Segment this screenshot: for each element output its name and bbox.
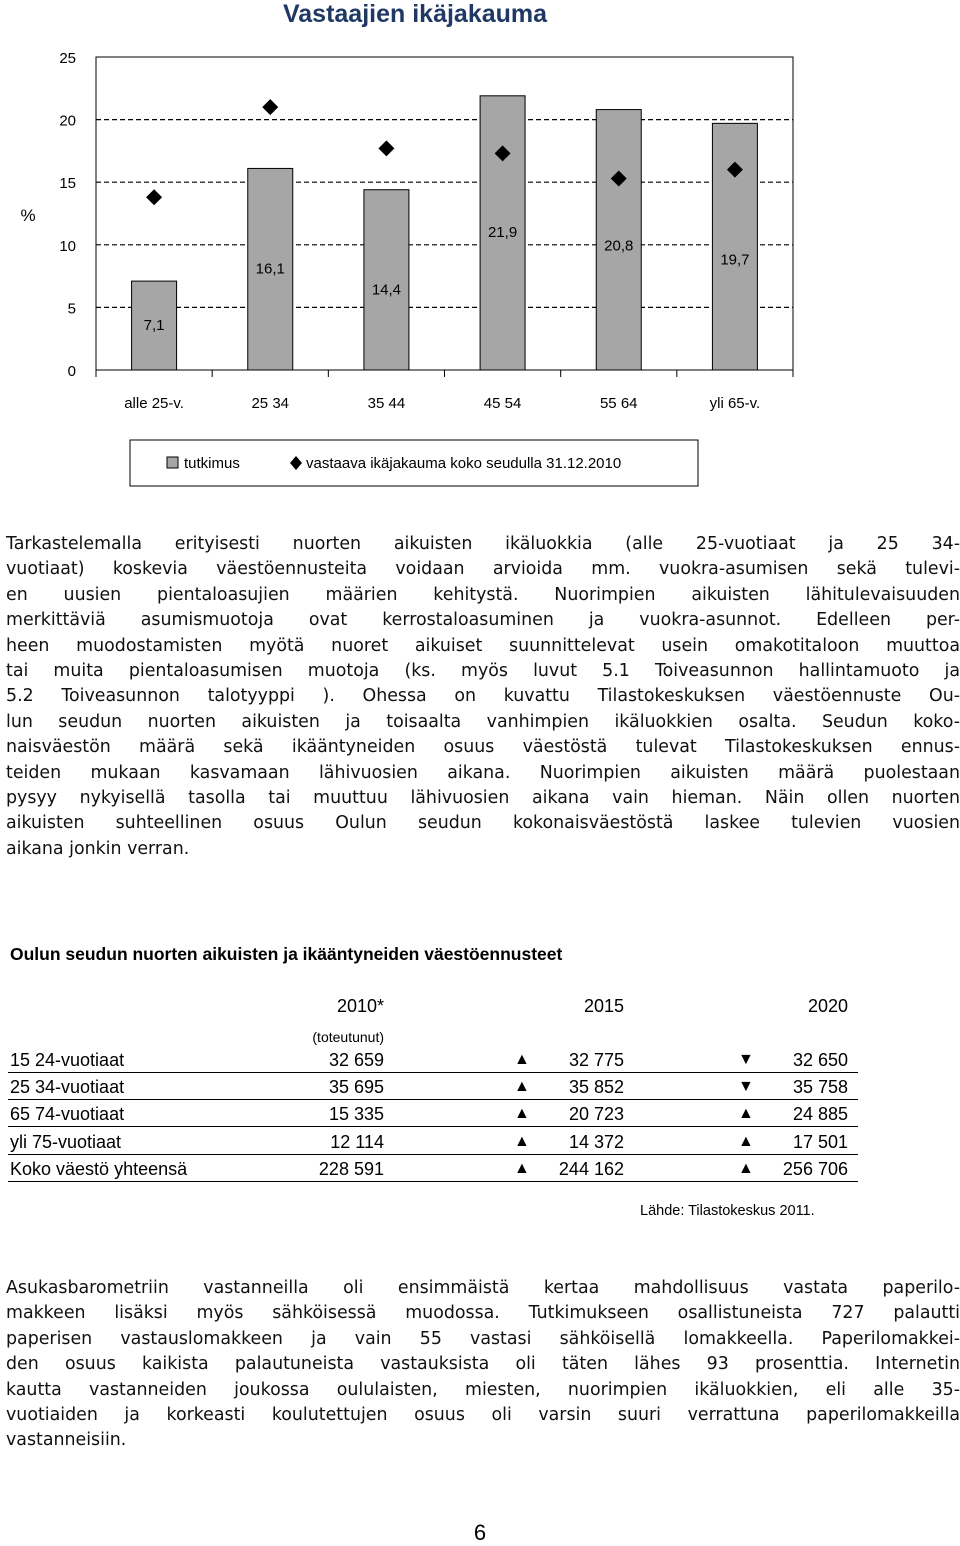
trend-2020-icon: ▲ xyxy=(738,1105,754,1122)
marker-point xyxy=(146,189,162,205)
cell-2010: 32 659 xyxy=(328,1050,384,1070)
trend-2020-icon: ▼ xyxy=(738,1051,754,1068)
age-distribution-chart xyxy=(0,0,960,500)
text-line: aikuisten suhteellinen osuus Oulun seudun kokonaisväestöstä laskee tulevien vuosien xyxy=(6,813,960,834)
bar-value-label: 7,1 xyxy=(143,317,165,335)
y-tick-label: 10 xyxy=(59,237,76,255)
chart-canvas xyxy=(0,0,960,500)
text-line: kautta vastanneiden joukossa oululaisten, miesten, nuorimpien ikäluokkien, eli alle 35- xyxy=(6,1379,960,1400)
cell-2020: 35 758 xyxy=(792,1077,848,1097)
page-number: 6 xyxy=(473,1520,487,1545)
legend-label-bar: tutkimus xyxy=(184,455,240,472)
table-title: Oulun seudun nuorten aikuisten ja ikääntyneiden väestöennusteet xyxy=(10,944,563,964)
plot-area xyxy=(96,57,793,370)
col-header-2020: 2020 xyxy=(807,996,848,1016)
x-tick-label: yli 65-v. xyxy=(709,395,761,412)
cell-2020: 24 885 xyxy=(792,1104,848,1124)
cell-2020: 32 650 xyxy=(792,1050,848,1070)
trend-2015-icon: ▲ xyxy=(514,1133,530,1150)
paragraph-survey-text xyxy=(6,1276,960,1454)
text-line: naisväestön määrä sekä ikääntyneiden osuus väestöstä tulevat Tilastokeskuksen ennus- xyxy=(6,737,960,758)
row-label: 25 34-vuotiaat xyxy=(10,1077,125,1097)
y-tick-label: 25 xyxy=(59,50,76,67)
x-tick-label: 25 34 xyxy=(251,395,290,412)
text-line: tai muita pientaloasumisen muotoja (ks. myös luvut 5.1 Toiveasunnon hallintamuoto ja xyxy=(6,661,960,682)
legend-swatch-bar xyxy=(167,457,178,468)
row-label: Koko väestö yhteensä xyxy=(10,1159,188,1179)
bar-value-label: 20,8 xyxy=(604,237,634,255)
text-line: teiden mukaan kasvamaan lähivuosien aikana. Nuorimpien aikuisten määrä puolestaan xyxy=(6,762,960,783)
trend-2015-icon: ▲ xyxy=(514,1105,530,1122)
y-tick-label: 20 xyxy=(59,112,76,130)
bar-value-label: 16,1 xyxy=(255,260,285,278)
trend-2015-icon: ▲ xyxy=(514,1078,530,1095)
col-header-2010: 2010* xyxy=(336,996,384,1016)
text-line: lun seudun nuorten aikuisten ja toisaalta vanhimpien ikäluokkien osalta. Seudun koko- xyxy=(6,711,960,732)
table-source: Lähde: Tilastokeskus 2011. xyxy=(640,1203,815,1219)
bar-value-label: 14,4 xyxy=(371,281,402,299)
text-line: den osuus kaikista palautuneista vastauksista oli täten lähes 93 prosenttia. Internetin xyxy=(6,1354,960,1375)
cell-2015: 20 723 xyxy=(568,1104,624,1124)
paragraph-forecast-text xyxy=(6,532,960,862)
col-subheader-actual: (toteutunut) xyxy=(312,1029,384,1045)
cell-2010: 35 695 xyxy=(328,1077,384,1097)
marker-point xyxy=(378,140,394,156)
trend-2015-icon: ▲ xyxy=(514,1051,530,1068)
text-line: makkeen lisäksi myös sähköisessä muodossa. Tutkimukseen osallistuneista 727 palautti xyxy=(6,1303,960,1324)
trend-2020-icon: ▲ xyxy=(738,1133,754,1150)
chart-title: Vastaajien ikäjakauma xyxy=(282,0,548,28)
row-label: 65 74-vuotiaat xyxy=(10,1104,125,1124)
cell-2015: 32 775 xyxy=(568,1050,624,1070)
text-line: heen muodostamisten myötä nuoret aikuiset suunnittelevat usein omakotitaloon muuttoa xyxy=(6,635,960,656)
legend-label-marker: vastaava ikäjakauma koko seudulla 31.12.2010 xyxy=(306,455,622,472)
trend-2015-icon: ▲ xyxy=(514,1160,530,1177)
text-line: en uusien pientaloasujien määrien kehitystä. Nuorimpien aikuisten lähitulevaisuuden xyxy=(6,584,960,605)
row-divider xyxy=(8,1154,858,1155)
cell-2020: 256 706 xyxy=(782,1159,848,1179)
text-line: paperisen vastauslomakkeen ja vain 55 vastasi sähköisellä lomakkeella. Paperilomakkei- xyxy=(6,1328,960,1349)
text-line: vastanneisiin. xyxy=(6,1430,127,1451)
row-divider xyxy=(8,1099,858,1100)
cell-2015: 35 852 xyxy=(568,1077,624,1097)
x-tick-label: 55 64 xyxy=(599,395,638,412)
text-line: Asukasbarometriin vastanneilla oli ensimmäistä kertaa mahdollisuus vastata paperilo- xyxy=(6,1278,960,1298)
text-line: Tarkastelemalla erityisesti nuorten aikuisten ikäluokkia (alle 25-vuotiaat ja 25 34- xyxy=(6,534,960,554)
y-tick-label: 5 xyxy=(67,300,76,318)
bar-value-label: 21,9 xyxy=(487,223,518,241)
y-tick-label: 15 xyxy=(59,175,76,193)
marker-point xyxy=(262,99,278,115)
bar-value-label: 19,7 xyxy=(720,251,750,269)
col-header-2015: 2015 xyxy=(583,996,624,1016)
row-divider xyxy=(8,1126,858,1127)
x-tick-label: alle 25-v. xyxy=(124,395,184,412)
row-divider xyxy=(8,1072,858,1073)
text-line: pysyy nykyisellä tasolla tai muuttuu lähivuosien aikana vain hieman. Näin ollen nuorten xyxy=(6,788,960,809)
cell-2010: 12 114 xyxy=(330,1132,384,1152)
bar xyxy=(712,123,757,370)
text-line: vuotiaiden ja korkeasti koulutettujen osuus oli varsin suuri verrattuna paperilomakkeilla xyxy=(6,1405,960,1426)
text-line: 5.2 Toiveasunnon talotyyppi ). Ohessa on kuvattu Tilastokeskuksen väestöennuste Ou- xyxy=(6,686,960,707)
y-tick-label: 0 xyxy=(67,363,76,380)
bar xyxy=(364,190,409,370)
row-label: yli 75-vuotiaat xyxy=(10,1132,122,1152)
text-line: merkittäviä asumismuotoja ovat kerrostaloasuminen ja vuokra-asunnot. Edelleen per- xyxy=(6,610,960,631)
cell-2015: 14 372 xyxy=(568,1132,624,1152)
trend-2020-icon: ▼ xyxy=(738,1078,754,1095)
cell-2010: 228 591 xyxy=(318,1159,384,1179)
cell-2020: 17 501 xyxy=(792,1132,848,1152)
cell-2015: 244 162 xyxy=(558,1159,624,1179)
cell-2010: 15 335 xyxy=(328,1104,384,1124)
y-axis-label: % xyxy=(20,206,36,225)
text-line: vuotiaat) koskevia väestöennusteita voidaan arvioida mm. vuokra-asumisen sekä tulevi- xyxy=(6,559,960,580)
row-label: 15 24-vuotiaat xyxy=(10,1050,125,1070)
trend-2020-icon: ▲ xyxy=(738,1160,754,1177)
x-tick-label: 35 44 xyxy=(367,395,406,412)
x-tick-label: 45 54 xyxy=(483,395,522,412)
text-line: aikana jonkin verran. xyxy=(6,838,190,859)
row-divider xyxy=(8,1181,858,1182)
